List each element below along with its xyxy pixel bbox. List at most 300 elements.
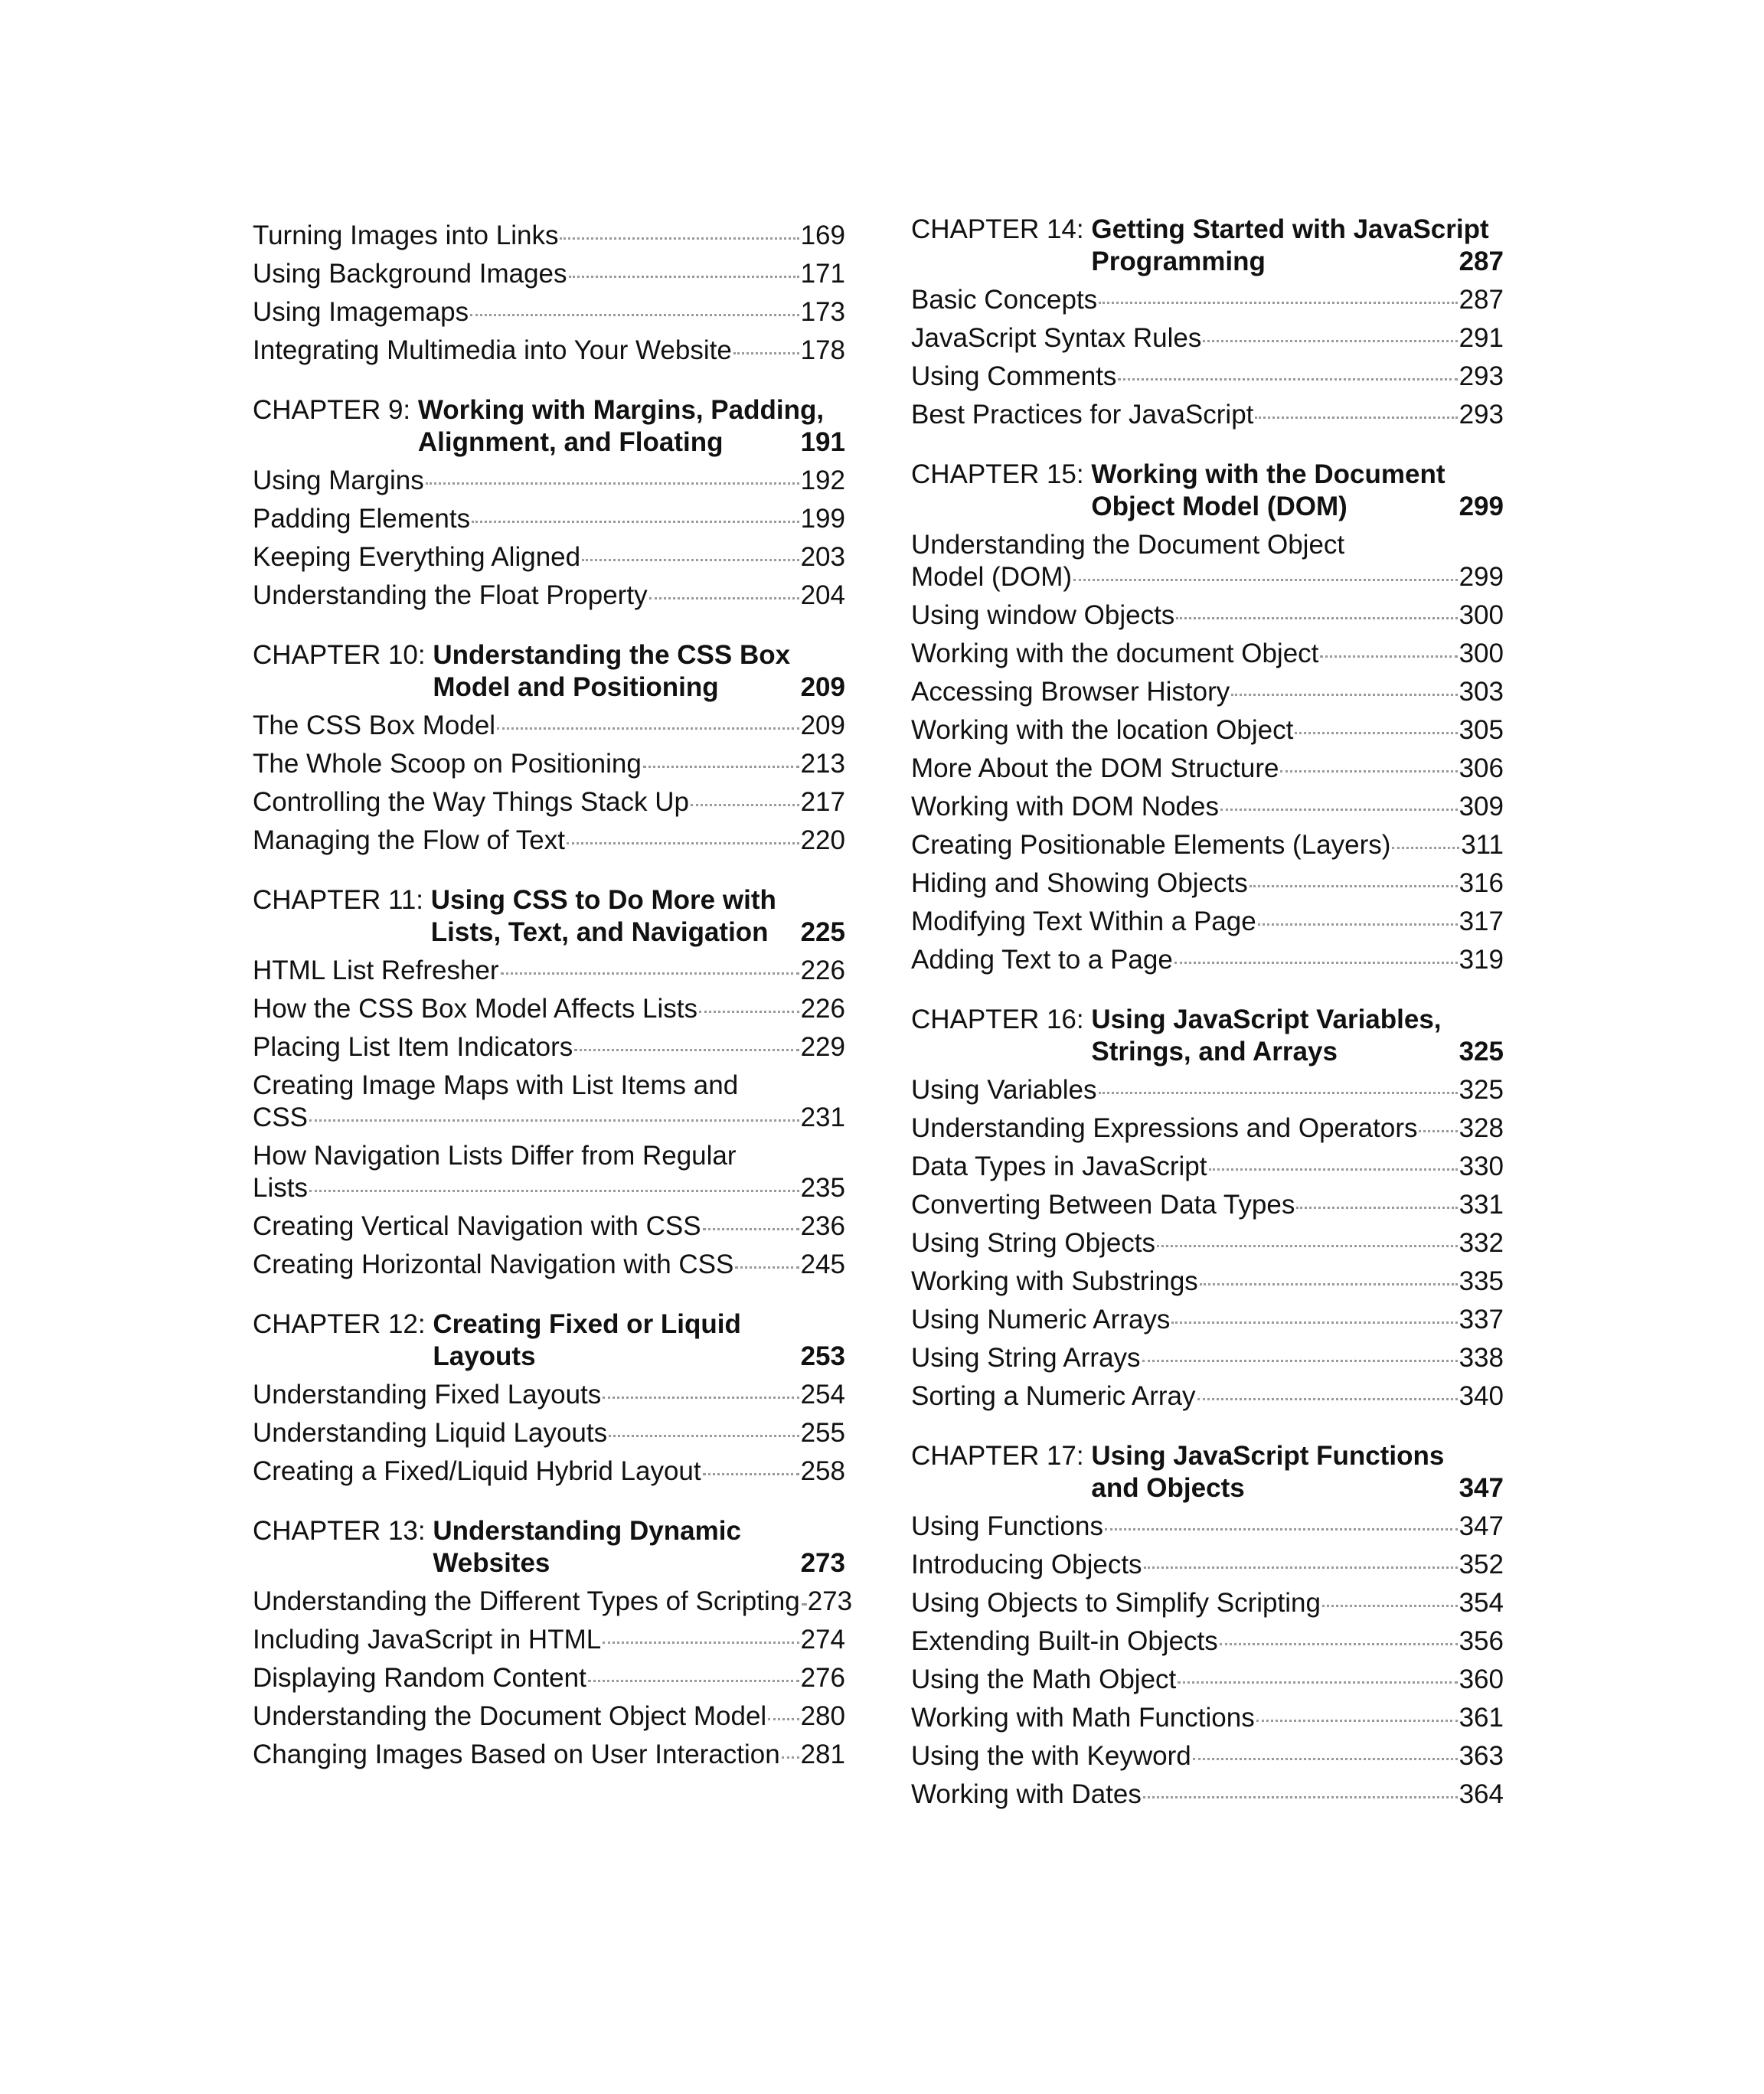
toc-entry[interactable] bbox=[253, 786, 845, 818]
toc-entry[interactable] bbox=[253, 220, 845, 252]
chapter-label: CHAPTER 13: bbox=[253, 1516, 433, 1546]
chapter-title-line2: Programming bbox=[1091, 247, 1266, 276]
toc-entry[interactable] bbox=[911, 714, 1504, 746]
entry-row bbox=[911, 599, 1504, 632]
entry-title-line1: Understanding the Document Object bbox=[911, 530, 1345, 560]
toc-entry[interactable] bbox=[253, 710, 845, 742]
dot-leader bbox=[567, 842, 799, 844]
toc-entry[interactable] bbox=[911, 1227, 1504, 1259]
entry-page-number: 340 bbox=[1459, 1381, 1504, 1411]
entry-page-number: 276 bbox=[800, 1663, 845, 1693]
dot-leader bbox=[1220, 809, 1458, 811]
chapter-title-line2: Websites bbox=[433, 1548, 550, 1578]
dot-leader bbox=[1099, 1092, 1458, 1094]
entry-row bbox=[911, 1587, 1504, 1619]
entry-row bbox=[911, 753, 1504, 785]
entry-page-number: 316 bbox=[1459, 868, 1504, 898]
entry-page-number: 235 bbox=[800, 1173, 845, 1203]
toc-entry[interactable] bbox=[253, 748, 845, 780]
entry-title: Working with Dates bbox=[911, 1779, 1142, 1809]
dot-leader bbox=[1176, 617, 1457, 619]
entry-page-number: 245 bbox=[800, 1250, 845, 1279]
dot-leader bbox=[588, 1680, 799, 1682]
entry-page-number: 173 bbox=[800, 297, 845, 327]
toc-entry[interactable] bbox=[911, 1664, 1504, 1696]
chapter-section bbox=[911, 214, 1504, 431]
entry-row bbox=[253, 1417, 845, 1449]
dot-leader bbox=[1099, 302, 1457, 304]
toc-entry[interactable] bbox=[253, 993, 845, 1025]
entry-row bbox=[911, 829, 1504, 861]
entry-page-number: 213 bbox=[800, 749, 845, 779]
toc-entry[interactable] bbox=[911, 599, 1504, 632]
entry-row bbox=[253, 1031, 845, 1063]
toc-entry[interactable] bbox=[911, 1380, 1504, 1413]
entry-row bbox=[911, 676, 1504, 708]
toc-entry[interactable] bbox=[911, 867, 1504, 900]
entry-title: Data Types in JavaScript bbox=[911, 1152, 1207, 1181]
toc-entry[interactable] bbox=[911, 638, 1504, 670]
dot-leader bbox=[1143, 1796, 1458, 1798]
chapter-title bbox=[431, 884, 845, 949]
entry-page-number: 226 bbox=[800, 994, 845, 1024]
chapter-title-line2: Object Model (DOM) bbox=[1091, 492, 1348, 521]
entry-row bbox=[253, 1739, 845, 1771]
dot-leader bbox=[603, 1397, 799, 1399]
entry-page-number: 274 bbox=[800, 1625, 845, 1655]
entry-row bbox=[253, 503, 845, 535]
entry-page-number: 306 bbox=[1459, 753, 1504, 783]
toc-entry[interactable] bbox=[253, 1700, 845, 1733]
dot-leader bbox=[470, 314, 799, 316]
entry-row bbox=[253, 335, 845, 367]
chapter-page-number: 225 bbox=[800, 917, 845, 947]
entry-title: Keeping Everything Aligned bbox=[253, 542, 581, 572]
entry-page-number: 360 bbox=[1459, 1664, 1504, 1694]
chapter-title-line2-row bbox=[433, 1547, 845, 1579]
entry-row bbox=[911, 1074, 1504, 1106]
chapter-section bbox=[253, 639, 845, 857]
entry-row bbox=[253, 258, 845, 290]
entry-title-line1: How Navigation Lists Differ from Regular bbox=[253, 1141, 737, 1171]
chapter-title-line1: Working with the Document bbox=[1091, 459, 1446, 489]
toc-entry[interactable] bbox=[911, 829, 1504, 861]
entry-page-number: 169 bbox=[800, 221, 845, 250]
toc-entry[interactable] bbox=[911, 1151, 1504, 1183]
toc-entry[interactable] bbox=[911, 791, 1504, 823]
chapter-section bbox=[253, 394, 845, 612]
entry-title: Using the with Keyword bbox=[911, 1741, 1191, 1771]
toc-entry[interactable] bbox=[911, 529, 1504, 593]
chapter-heading bbox=[911, 1004, 1504, 1068]
entry-title: Accessing Browser History bbox=[911, 677, 1230, 707]
toc-entry[interactable] bbox=[911, 1342, 1504, 1374]
chapter-title bbox=[433, 639, 845, 704]
chapter-title-line1: Understanding the CSS Box bbox=[433, 640, 791, 670]
entry-page-number: 347 bbox=[1459, 1511, 1504, 1541]
entry-row bbox=[253, 710, 845, 742]
entry-page-number: 258 bbox=[800, 1456, 845, 1486]
chapter-label: CHAPTER 15: bbox=[911, 459, 1092, 489]
entry-page-number: 363 bbox=[1459, 1741, 1504, 1771]
entry-title: Using Variables bbox=[911, 1075, 1097, 1105]
entry-title: The CSS Box Model bbox=[253, 711, 496, 740]
dot-leader bbox=[1258, 923, 1458, 926]
entry-page-number: 204 bbox=[800, 580, 845, 610]
entry-page-number: 354 bbox=[1459, 1588, 1504, 1618]
chapter-heading bbox=[253, 1515, 845, 1579]
entry-title: Using Functions bbox=[911, 1511, 1103, 1541]
chapter-title-line1: Using JavaScript Functions bbox=[1091, 1441, 1445, 1471]
toc-entry[interactable] bbox=[911, 1779, 1504, 1811]
entry-title: Lists bbox=[253, 1173, 308, 1203]
toc-entry[interactable] bbox=[911, 676, 1504, 708]
dot-leader bbox=[501, 972, 799, 975]
dot-leader bbox=[1320, 655, 1457, 658]
toc-entry[interactable] bbox=[253, 1379, 845, 1411]
toc-entry[interactable] bbox=[253, 825, 845, 857]
toc-entry[interactable] bbox=[911, 906, 1504, 938]
dot-leader bbox=[703, 1228, 799, 1230]
dot-leader bbox=[1157, 1245, 1458, 1247]
chapter-title-line1: Using JavaScript Variables, bbox=[1091, 1005, 1442, 1034]
entry-row bbox=[911, 1304, 1504, 1336]
toc-entry[interactable] bbox=[253, 335, 845, 367]
dot-leader bbox=[1255, 417, 1457, 419]
entry-row bbox=[253, 1624, 845, 1656]
entry-row bbox=[911, 1342, 1504, 1374]
entry-row bbox=[911, 1625, 1504, 1658]
dot-leader bbox=[1203, 340, 1457, 342]
dot-leader bbox=[691, 804, 799, 806]
entry-page-number: 356 bbox=[1459, 1626, 1504, 1656]
toc-entry[interactable] bbox=[253, 1210, 845, 1243]
chapter-label: CHAPTER 17: bbox=[911, 1441, 1092, 1471]
entry-title: Using window Objects bbox=[911, 600, 1175, 630]
entry-page-number: 280 bbox=[800, 1701, 845, 1731]
entry-row bbox=[911, 906, 1504, 938]
toc-entry[interactable] bbox=[253, 1070, 845, 1134]
entry-page-number: 300 bbox=[1459, 600, 1504, 630]
toc-entry[interactable] bbox=[911, 1112, 1504, 1145]
entry-row bbox=[911, 1549, 1504, 1581]
chapter-section bbox=[253, 1515, 853, 1771]
dot-leader bbox=[1231, 694, 1457, 696]
entry-title: Working with the location Object bbox=[911, 715, 1294, 745]
entry-title: How the CSS Box Model Affects Lists bbox=[253, 994, 698, 1024]
entry-row bbox=[911, 1702, 1504, 1734]
entry-row bbox=[253, 1210, 845, 1243]
entry-title: Changing Images Based on User Interaction bbox=[253, 1740, 780, 1769]
dot-leader bbox=[649, 597, 799, 599]
entry-title: Using Objects to Simplify Scripting bbox=[911, 1588, 1321, 1618]
dot-leader bbox=[735, 1266, 799, 1269]
entry-page-number: 337 bbox=[1459, 1305, 1504, 1334]
entry-row bbox=[253, 1586, 853, 1618]
entry-page-number: 364 bbox=[1459, 1779, 1504, 1809]
entry-title: Working with the document Object bbox=[911, 639, 1319, 668]
entry-row bbox=[911, 1740, 1504, 1772]
entry-page-number: 303 bbox=[1459, 677, 1504, 707]
entry-row bbox=[253, 465, 845, 497]
chapter-title-line1: Creating Fixed or Liquid bbox=[433, 1309, 741, 1339]
entry-title: Creating Positionable Elements (Layers) bbox=[911, 830, 1391, 860]
entry-row bbox=[911, 322, 1504, 354]
entry-row bbox=[911, 1779, 1504, 1811]
entry-page-number: 220 bbox=[800, 825, 845, 855]
entry-title: Converting Between Data Types bbox=[911, 1190, 1295, 1220]
entry-title: Using String Arrays bbox=[911, 1343, 1141, 1373]
toc-entry[interactable] bbox=[911, 1189, 1504, 1221]
entry-page-number: 328 bbox=[1459, 1113, 1504, 1143]
chapter-title-line2: Strings, and Arrays bbox=[1091, 1037, 1338, 1067]
toc-entry[interactable] bbox=[253, 503, 845, 535]
toc-entry[interactable] bbox=[911, 1304, 1504, 1336]
entry-row bbox=[911, 867, 1504, 900]
entry-title: Controlling the Way Things Stack Up bbox=[253, 787, 689, 817]
toc-entry[interactable] bbox=[253, 465, 845, 497]
dot-leader bbox=[1280, 770, 1457, 773]
entry-row bbox=[253, 1172, 845, 1204]
dot-leader bbox=[768, 1718, 799, 1720]
chapter-heading bbox=[911, 1440, 1504, 1504]
dot-leader bbox=[569, 276, 799, 278]
toc-entry[interactable] bbox=[911, 1074, 1504, 1106]
entry-page-number: 171 bbox=[800, 259, 845, 289]
toc-entry[interactable] bbox=[253, 1624, 845, 1656]
entry-title: Displaying Random Content bbox=[253, 1663, 586, 1693]
dot-leader bbox=[1142, 1360, 1458, 1362]
toc-entry[interactable] bbox=[253, 580, 845, 612]
entry-page-number: 217 bbox=[800, 787, 845, 817]
toc-entry[interactable] bbox=[911, 322, 1504, 354]
dot-leader bbox=[1200, 1283, 1458, 1285]
dot-leader bbox=[1250, 885, 1458, 887]
toc-entry[interactable] bbox=[253, 296, 845, 328]
entry-title: Understanding the Document Object Model bbox=[253, 1701, 767, 1731]
entry-title: Sorting a Numeric Array bbox=[911, 1381, 1196, 1411]
entry-title: Working with Math Functions bbox=[911, 1703, 1255, 1733]
toc-entry[interactable] bbox=[253, 541, 845, 573]
toc-entry[interactable] bbox=[253, 258, 845, 290]
chapter-title-line2: Lists, Text, and Navigation bbox=[430, 917, 769, 947]
chapter-title-line2-row bbox=[433, 671, 845, 704]
chapter-section bbox=[253, 1308, 845, 1488]
dot-leader bbox=[1392, 847, 1459, 849]
toc-entry[interactable] bbox=[911, 361, 1504, 393]
chapter-page-number: 253 bbox=[800, 1341, 845, 1371]
entry-title: Creating a Fixed/Liquid Hybrid Layout bbox=[253, 1456, 701, 1486]
entry-page-number: 199 bbox=[800, 504, 845, 534]
toc-entry[interactable] bbox=[253, 1140, 845, 1204]
entry-page-number: 281 bbox=[800, 1740, 845, 1769]
dot-leader bbox=[472, 521, 799, 523]
toc-entry[interactable] bbox=[911, 1625, 1504, 1658]
entry-title: Using Background Images bbox=[253, 259, 567, 289]
entry-row bbox=[253, 580, 845, 612]
toc-entry[interactable] bbox=[253, 955, 845, 987]
entry-title: Basic Concepts bbox=[911, 285, 1098, 315]
entry-page-number: 229 bbox=[800, 1032, 845, 1062]
entry-title: Using Margins bbox=[253, 466, 424, 495]
toc-entry[interactable] bbox=[911, 753, 1504, 785]
toc-entry[interactable] bbox=[911, 1702, 1504, 1734]
chapter-title bbox=[1091, 1440, 1504, 1504]
entry-title: CSS bbox=[253, 1103, 308, 1132]
entry-title: Creating Vertical Navigation with CSS bbox=[253, 1211, 701, 1241]
entry-title: JavaScript Syntax Rules bbox=[911, 323, 1202, 353]
toc-entry[interactable] bbox=[253, 1249, 845, 1281]
toc-entry[interactable] bbox=[911, 1549, 1504, 1581]
toc-entry[interactable] bbox=[911, 1266, 1504, 1298]
entry-page-number: 319 bbox=[1459, 945, 1504, 975]
chapter-label: CHAPTER 11: bbox=[253, 885, 431, 915]
chapter-heading bbox=[253, 1308, 845, 1373]
dot-leader bbox=[1220, 1643, 1458, 1645]
dot-leader bbox=[609, 1435, 799, 1437]
entry-row bbox=[253, 1700, 845, 1733]
toc-entry[interactable] bbox=[253, 1455, 845, 1488]
entry-row bbox=[253, 1249, 845, 1281]
entry-page-number: 226 bbox=[800, 956, 845, 985]
entry-title: Including JavaScript in HTML bbox=[253, 1625, 602, 1655]
entry-title: Managing the Flow of Text bbox=[253, 825, 565, 855]
dot-leader bbox=[643, 766, 799, 768]
entry-page-number: 332 bbox=[1459, 1228, 1504, 1258]
entry-row bbox=[911, 1151, 1504, 1183]
entry-title: Hiding and Showing Objects bbox=[911, 868, 1248, 898]
dot-leader bbox=[699, 1011, 799, 1013]
toc-entry[interactable] bbox=[253, 1031, 845, 1063]
chapter-label: CHAPTER 16: bbox=[911, 1005, 1092, 1034]
dot-leader bbox=[1419, 1130, 1457, 1132]
entry-title: Introducing Objects bbox=[911, 1550, 1142, 1579]
dot-leader bbox=[1209, 1168, 1458, 1171]
toc-entry[interactable] bbox=[911, 1587, 1504, 1619]
entry-title: Using String Objects bbox=[911, 1228, 1156, 1258]
entry-page-number: 335 bbox=[1459, 1266, 1504, 1296]
chapter-title-line2-row bbox=[431, 916, 845, 949]
chapter-title-line2: Alignment, and Floating bbox=[417, 427, 724, 457]
entry-row bbox=[911, 1266, 1504, 1298]
toc-entry[interactable] bbox=[911, 399, 1504, 431]
toc-entry[interactable] bbox=[911, 944, 1504, 976]
entry-title: Understanding Liquid Layouts bbox=[253, 1418, 608, 1448]
dot-leader bbox=[1197, 1398, 1458, 1400]
toc-entry[interactable] bbox=[911, 1511, 1504, 1543]
chapter-page-number: 191 bbox=[800, 427, 845, 457]
entry-page-number: 209 bbox=[800, 711, 845, 740]
chapter-title-line2-row bbox=[1091, 491, 1504, 523]
dot-leader bbox=[782, 1756, 799, 1759]
entry-page-number: 178 bbox=[800, 335, 845, 365]
toc-entry[interactable] bbox=[253, 1662, 845, 1694]
entry-page-number: 305 bbox=[1459, 715, 1504, 745]
chapter-title-line1: Working with Margins, Padding, bbox=[417, 395, 825, 425]
dot-leader bbox=[1171, 1321, 1457, 1324]
toc-entry[interactable] bbox=[911, 1740, 1504, 1772]
dot-leader bbox=[309, 1119, 799, 1122]
entry-row bbox=[911, 1227, 1504, 1259]
chapter-title-line2-row bbox=[1091, 1036, 1504, 1068]
toc-entry[interactable] bbox=[911, 284, 1504, 316]
entry-page-number: 236 bbox=[800, 1211, 845, 1241]
entry-row bbox=[253, 786, 845, 818]
entry-page-number: 254 bbox=[800, 1380, 845, 1410]
chapter-title-line2: and Objects bbox=[1091, 1473, 1245, 1503]
entry-row bbox=[253, 1662, 845, 1694]
dot-leader bbox=[603, 1642, 799, 1644]
entry-page-number: 317 bbox=[1459, 907, 1504, 936]
entry-title: Turning Images into Links bbox=[253, 221, 559, 250]
chapter-title bbox=[433, 1515, 845, 1579]
entry-page-number: 299 bbox=[1459, 562, 1504, 592]
chapter-title-line2-row bbox=[1091, 1472, 1504, 1504]
chapter-section bbox=[253, 220, 845, 367]
chapter-title-line2-row bbox=[433, 1341, 845, 1373]
chapter-title bbox=[1091, 214, 1504, 278]
chapter-heading bbox=[911, 459, 1504, 523]
dot-leader bbox=[733, 352, 799, 354]
dot-leader bbox=[1174, 962, 1458, 964]
dot-leader bbox=[574, 1049, 799, 1051]
chapter-label: CHAPTER 12: bbox=[253, 1309, 433, 1339]
entry-row bbox=[253, 541, 845, 573]
entry-row bbox=[911, 399, 1504, 431]
entry-title: Using Comments bbox=[911, 361, 1117, 391]
entry-title: Using Imagemaps bbox=[253, 297, 469, 327]
entry-page-number: 352 bbox=[1459, 1550, 1504, 1579]
dot-leader bbox=[1073, 579, 1458, 581]
entry-title: HTML List Refresher bbox=[253, 956, 499, 985]
entry-row bbox=[253, 1455, 845, 1488]
chapter-page-number: 347 bbox=[1459, 1473, 1504, 1503]
toc-entry[interactable] bbox=[253, 1586, 853, 1618]
chapter-heading bbox=[253, 639, 845, 704]
entry-page-number: 291 bbox=[1459, 323, 1504, 353]
dot-leader bbox=[1144, 1566, 1458, 1569]
chapter-page-number: 273 bbox=[800, 1548, 845, 1578]
chapter-title bbox=[1091, 1004, 1504, 1068]
entry-row bbox=[253, 825, 845, 857]
entry-row bbox=[911, 1511, 1504, 1543]
entry-title: Understanding the Float Property bbox=[253, 580, 648, 610]
dot-leader bbox=[1105, 1528, 1458, 1530]
toc-entry[interactable] bbox=[253, 1739, 845, 1771]
entry-title: Adding Text to a Page bbox=[911, 945, 1173, 975]
dot-leader bbox=[582, 559, 799, 561]
toc-right-column bbox=[911, 214, 1504, 1815]
entry-page-number: 293 bbox=[1459, 400, 1504, 430]
entry-title: Understanding the Different Types of Scripting bbox=[253, 1586, 800, 1616]
dot-leader bbox=[309, 1190, 799, 1192]
entry-title: Working with DOM Nodes bbox=[911, 792, 1219, 822]
toc-entry[interactable] bbox=[253, 1417, 845, 1449]
entry-page-number: 273 bbox=[807, 1586, 853, 1616]
entry-title: Integrating Multimedia into Your Website bbox=[253, 335, 732, 365]
entry-title: Using the Math Object bbox=[911, 1664, 1177, 1694]
chapter-heading bbox=[911, 214, 1504, 278]
entry-page-number: 287 bbox=[1459, 285, 1504, 315]
chapter-title-line2: Layouts bbox=[433, 1341, 536, 1371]
entry-title: Model (DOM) bbox=[911, 562, 1073, 592]
entry-row bbox=[911, 638, 1504, 670]
dot-leader bbox=[1193, 1758, 1458, 1760]
chapter-section bbox=[911, 1004, 1504, 1413]
entry-row bbox=[253, 993, 845, 1025]
entry-title: Extending Built-in Objects bbox=[911, 1626, 1218, 1656]
entry-row bbox=[253, 1379, 845, 1411]
